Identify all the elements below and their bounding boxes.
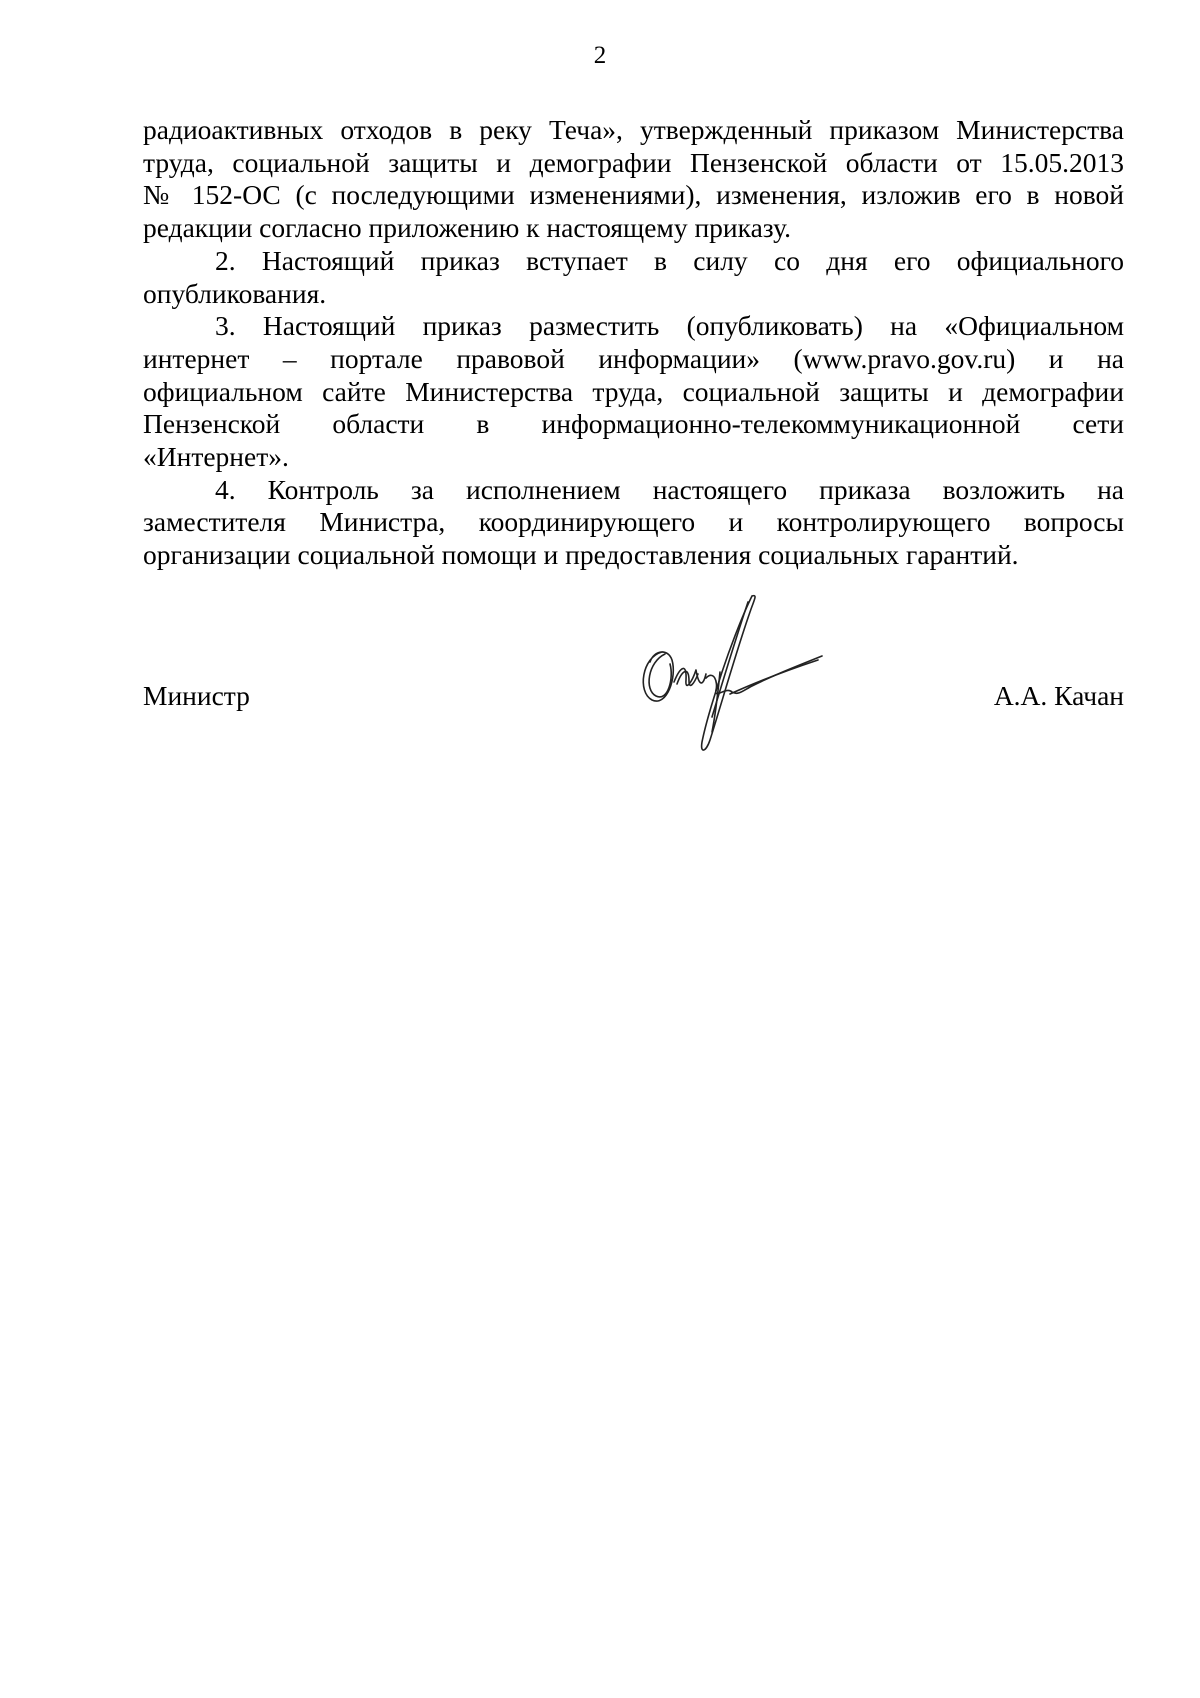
- text-line: заместителя Министра, координирующего и контролирующего вопросы: [143, 506, 1124, 538]
- paragraph-4: [143, 474, 1124, 572]
- text-line: опубликования.: [143, 277, 327, 309]
- text-line: Пензенской области в информационно-телекоммуникационной сети: [143, 408, 1124, 440]
- paragraph-2: [143, 245, 1124, 310]
- text-line: № 152-ОС (с последующими изменениями), изменения, изложив его в новой: [143, 179, 1124, 211]
- document-body: [143, 114, 1124, 572]
- paragraph-1: [143, 114, 1124, 245]
- text-line: редакции согласно приложению к настоящему приказу.: [143, 212, 791, 244]
- signatory-name: А.А. Качан: [993, 680, 1124, 711]
- text-line: 3. Настоящий приказ разместить (опубликовать) на «Официальном: [215, 310, 1124, 342]
- text-line: труда, социальной защиты и демографии Пензенской области от 15.05.2013: [143, 146, 1124, 178]
- handwritten-signature: [632, 582, 842, 792]
- paragraph-3: [143, 310, 1124, 474]
- text-line: «Интернет».: [143, 441, 289, 473]
- page-number: 2: [593, 42, 607, 69]
- signatory-position: Министр: [143, 680, 250, 711]
- text-line: 4. Контроль за исполнением настоящего приказа возложить на: [215, 473, 1124, 505]
- text-line: официальном сайте Министерства труда, социальной защиты и демографии: [143, 375, 1124, 407]
- text-line: радиоактивных отходов в реку Теча», утвержденный приказом Министерства: [143, 114, 1124, 145]
- text-line: 2. Настоящий приказ вступает в силу со дня его официального: [215, 244, 1124, 276]
- text-line: организации социальной помощи и предоставления социальных гарантий.: [143, 539, 1019, 571]
- text-line: интернет – портале правовой информации» (www.pravo.gov.ru) и на: [143, 342, 1124, 374]
